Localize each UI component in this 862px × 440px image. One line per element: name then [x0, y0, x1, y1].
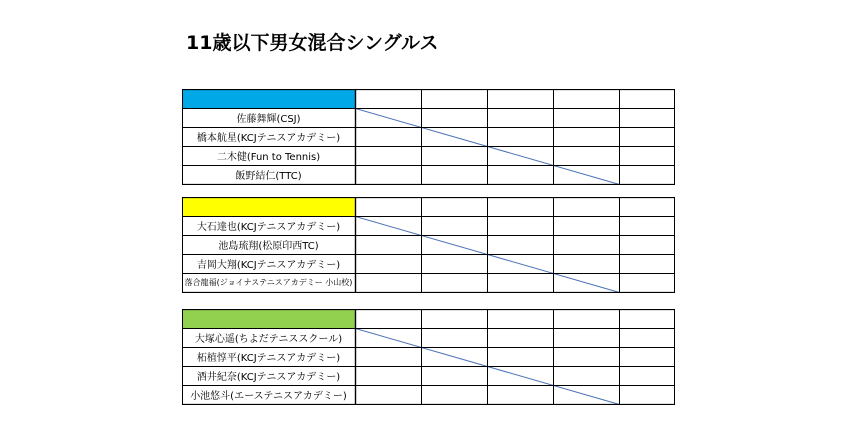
player-name: 大塚心遥(ちよだテニススクール) [194, 334, 343, 345]
player-name: 大石達也(KCJテニスアカデミー) [196, 222, 341, 233]
player-name: 佐藤舞輝(CSJ) [236, 114, 301, 125]
player-name: 小池悠斗(エーステニスアカデミー) [190, 391, 347, 402]
group-header-cell [183, 310, 356, 329]
player-name: 二木健(Fun to Tennis) [216, 152, 321, 163]
player-name: 柘植惇平(KCJテニスアカデミー) [196, 353, 341, 364]
player-name: 落合龍福(ジョイナステニスアカデミー 小山校) [184, 278, 353, 287]
player-name: 池島琉翔(松原印西TC) [218, 241, 319, 252]
page-title: 11歳以下男女混合シングルス [186, 32, 439, 54]
player-name: 飯野結仁(TTC) [235, 171, 302, 182]
group-header-cell [183, 198, 356, 217]
player-name: 吉岡大翔(KCJテニスアカデミー) [196, 260, 341, 271]
group-1 [182, 89, 675, 201]
group-3 [182, 309, 675, 421]
group-2 [182, 197, 675, 309]
group-header-cell [183, 90, 356, 109]
player-name: 酒井紀奈(KCJテニスアカデミー) [196, 372, 341, 383]
player-name: 橋本航星(KCJテニスアカデミー) [196, 133, 341, 144]
